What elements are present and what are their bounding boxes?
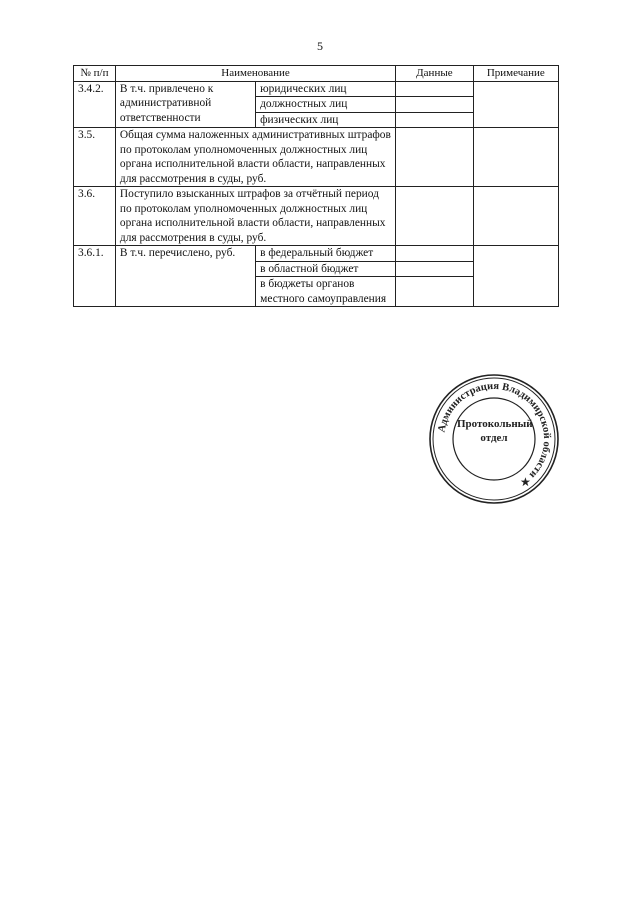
row-subitem: в областной бюджет bbox=[256, 261, 396, 277]
header-name: Наименование bbox=[115, 66, 395, 82]
data-cell[interactable] bbox=[396, 97, 474, 113]
table-header-row bbox=[74, 66, 559, 82]
row-subitem: юридических лиц bbox=[256, 81, 396, 97]
data-cell[interactable] bbox=[396, 246, 474, 262]
header-note: Примечание bbox=[473, 66, 558, 82]
row-name: Поступило взысканных штрафов за отчётный период по протоколам уполномоченных должностных лиц органа исполнительной власти области, направленных для рассмотрения в суды, руб. bbox=[115, 187, 395, 246]
row-subitem: физических лиц bbox=[256, 112, 396, 128]
row-name: Общая сумма наложенных административных штрафов по протоколам уполномоченных должностных лиц органа исполнительной власти области, направленных для рассмотрения в суды, руб. bbox=[115, 128, 395, 187]
table-row bbox=[74, 81, 559, 97]
row-num: 3.5. bbox=[74, 128, 116, 187]
table-row bbox=[74, 187, 559, 246]
row-subitem: должностных лиц bbox=[256, 97, 396, 113]
row-name: В т.ч. привлечено к административной ответственности bbox=[115, 81, 255, 128]
report-table bbox=[73, 65, 559, 307]
note-cell[interactable] bbox=[473, 187, 558, 246]
row-num: 3.6. bbox=[74, 187, 116, 246]
header-data: Данные bbox=[396, 66, 474, 82]
row-name: В т.ч. перечислено, руб. bbox=[115, 246, 255, 307]
table-row bbox=[74, 246, 559, 262]
data-cell[interactable] bbox=[396, 261, 474, 277]
stamp-center-text: Протокольный отдел bbox=[457, 418, 533, 444]
data-cell[interactable] bbox=[396, 187, 474, 246]
row-num: 3.4.2. bbox=[74, 81, 116, 128]
stamp-ring-text: Администрация Владимирской области ★ bbox=[436, 380, 553, 489]
page-number: 5 bbox=[317, 39, 323, 53]
row-subitem: в бюджеты органов местного самоуправления bbox=[256, 277, 396, 307]
row-subitem: в федеральный бюджет bbox=[256, 246, 396, 262]
data-cell[interactable] bbox=[396, 81, 474, 97]
header-num: № п/п bbox=[74, 66, 116, 82]
table-row bbox=[74, 128, 559, 187]
note-cell[interactable] bbox=[473, 81, 558, 128]
data-cell[interactable] bbox=[396, 128, 474, 187]
data-cell[interactable] bbox=[396, 277, 474, 307]
note-cell[interactable] bbox=[473, 246, 558, 307]
note-cell[interactable] bbox=[473, 128, 558, 187]
data-cell[interactable] bbox=[396, 112, 474, 128]
row-num: 3.6.1. bbox=[74, 246, 116, 307]
official-stamp bbox=[428, 373, 560, 505]
